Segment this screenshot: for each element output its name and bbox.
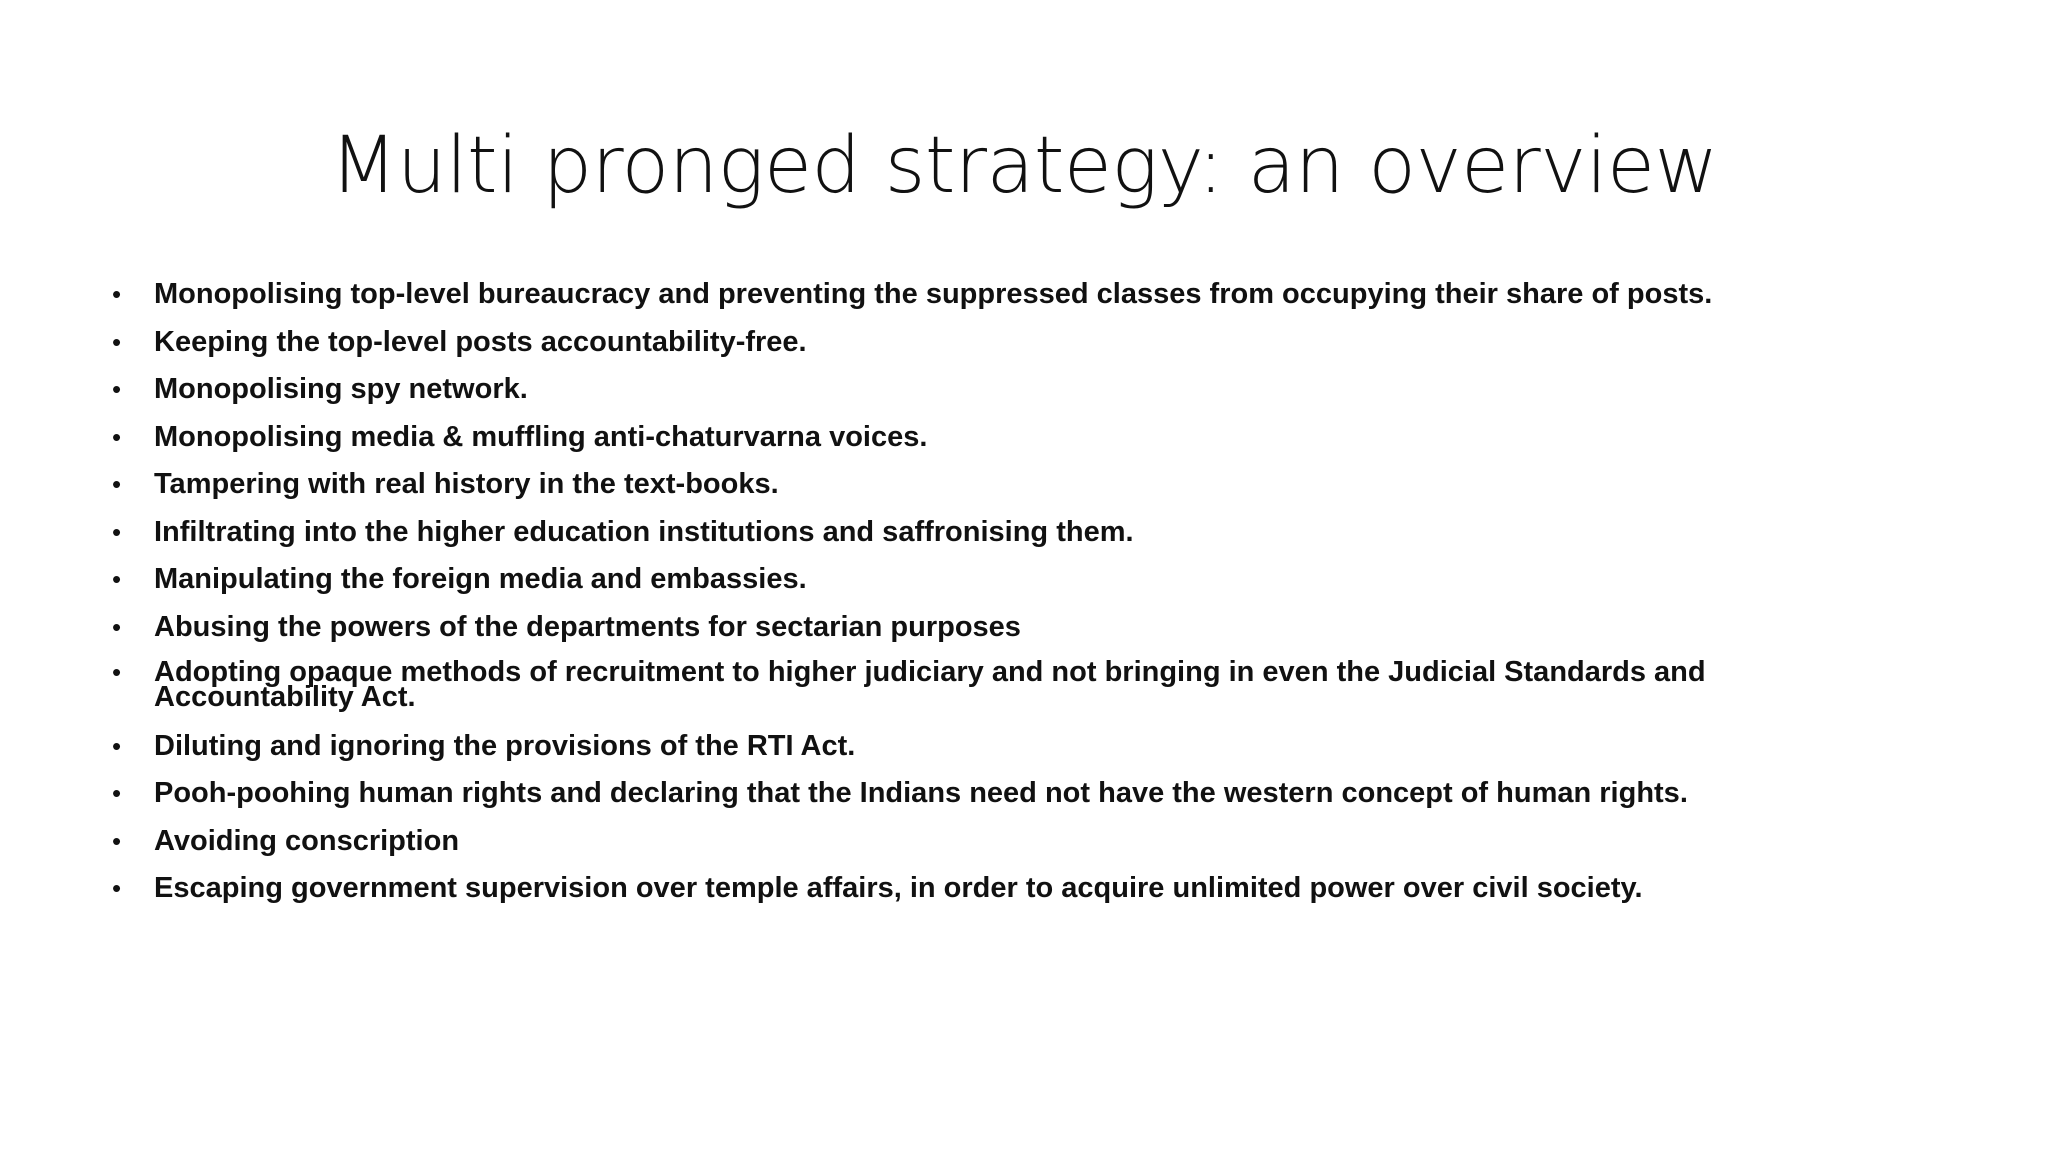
list-item (112, 470, 1912, 518)
list-item (112, 610, 1912, 661)
list-item (112, 325, 1912, 376)
list-item-text: Keeping the top-level posts accountability-free. (154, 325, 807, 358)
list-item (112, 824, 1912, 875)
list-item-text: Adopting opaque methods of recruitment to higher judiciary and not bringing in even the Judicial Standards and Accountability Act. (154, 656, 1706, 713)
list-item-text: Tampering with real history in the text-books. (154, 468, 779, 500)
bullet-icon: • (112, 873, 122, 903)
list-item-text: Pooh-poohing human rights and declaring that the Indians need not have the western concept of human rights. (154, 777, 1688, 809)
bullet-icon: • (112, 469, 122, 499)
bullet-list (112, 280, 1912, 922)
bullet-icon: • (112, 421, 122, 452)
bullet-icon: • (112, 778, 122, 808)
list-item (112, 375, 1912, 423)
list-item-text: Abusing the powers of the departments for sectarian purposes (154, 610, 1021, 643)
slide-title: Multi pronged strategy: an overview (330, 121, 1718, 211)
bullet-icon: • (112, 564, 122, 594)
bullet-icon: • (112, 516, 122, 547)
list-item-text: Avoiding conscription (154, 824, 460, 857)
list-item (112, 420, 1912, 471)
list-item (112, 729, 1912, 780)
list-item-text: Monopolising media & muffling anti-chaturvarna voices. (154, 420, 928, 453)
list-item (112, 515, 1912, 566)
list-item (112, 565, 1912, 613)
bullet-icon: • (112, 730, 122, 761)
list-item-text: Escaping government supervision over temple affairs, in order to acquire unlimited power over civil society. (154, 872, 1643, 904)
bullet-icon: • (112, 825, 122, 856)
bullet-icon: • (112, 279, 122, 309)
list-item-text: Monopolising top-level bureaucracy and preventing the suppressed classes from occupying their share of posts. (154, 278, 1713, 310)
bullet-icon: • (112, 326, 122, 357)
bullet-icon: • (112, 611, 122, 642)
list-item (112, 656, 1912, 732)
list-item (112, 779, 1912, 827)
bullet-icon: • (112, 374, 122, 404)
list-item-text: Manipulating the foreign media and embassies. (154, 563, 807, 595)
list-item-text: Infiltrating into the higher education institutions and saffronising them. (154, 515, 1134, 548)
list-item (112, 280, 1912, 328)
list-item (112, 874, 1912, 922)
bullet-icon: • (112, 657, 122, 687)
list-item-text: Diluting and ignoring the provisions of the RTI Act. (154, 729, 856, 762)
list-item-text: Monopolising spy network. (154, 373, 528, 405)
